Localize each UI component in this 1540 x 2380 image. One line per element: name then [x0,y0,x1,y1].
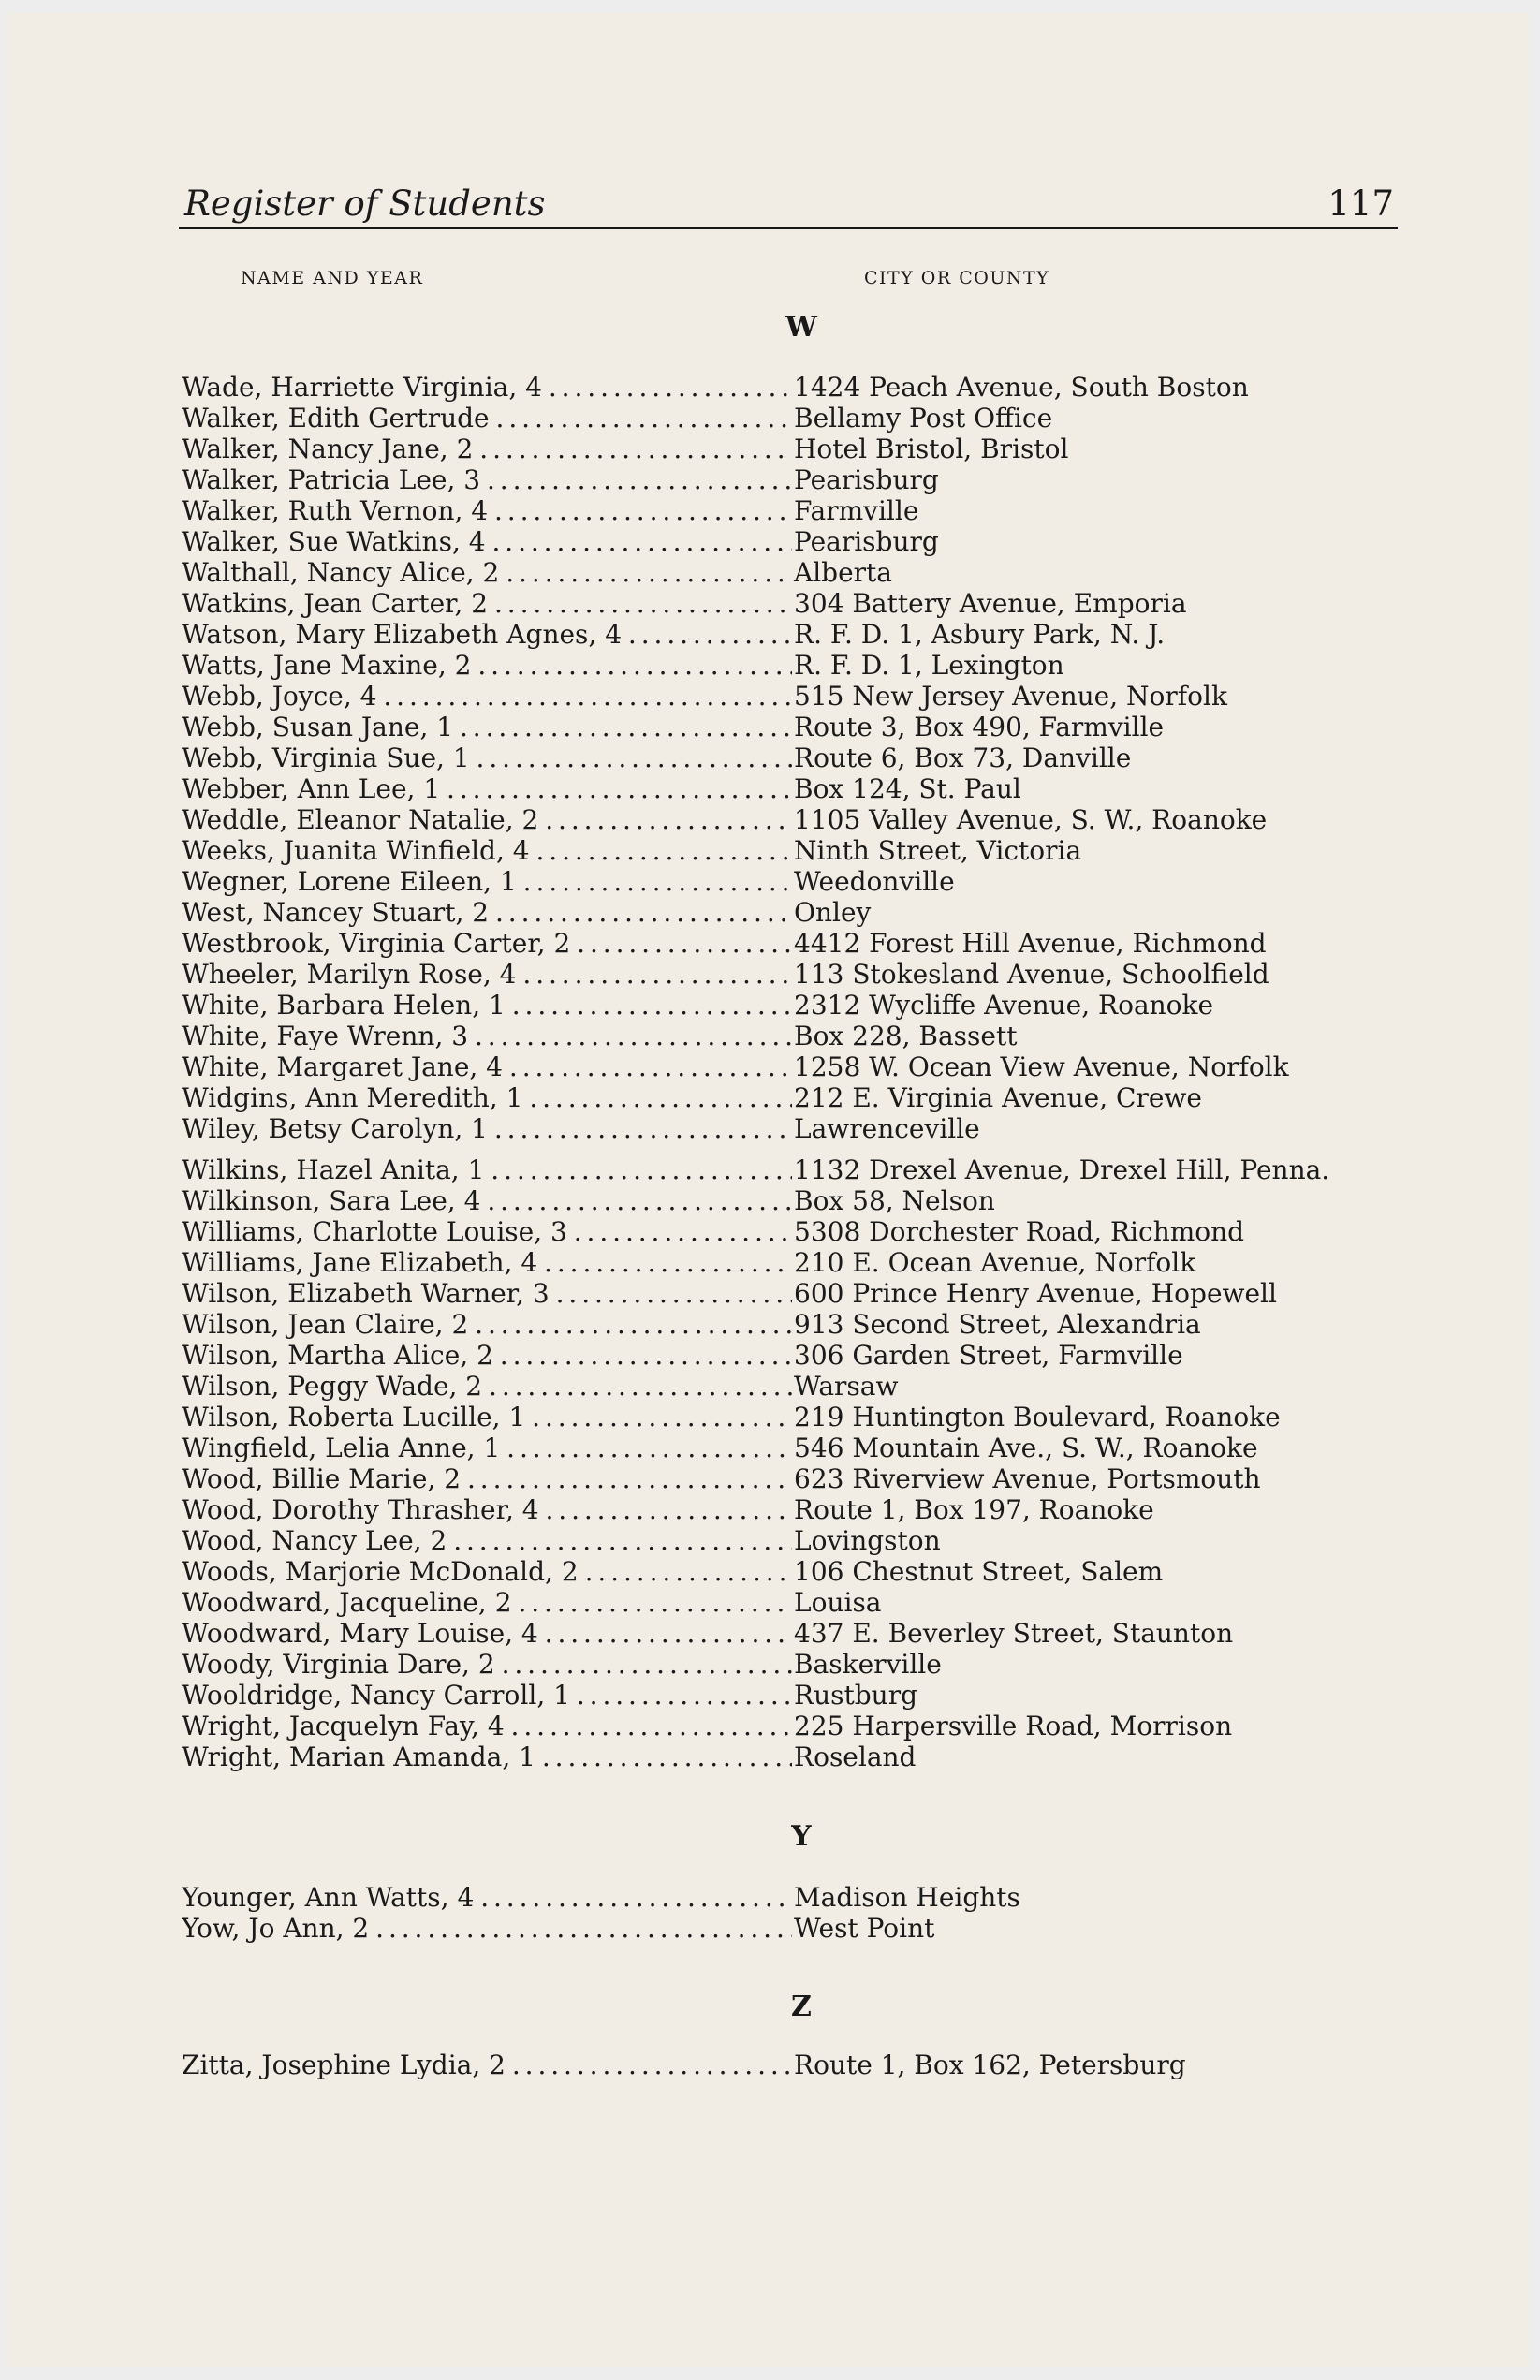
register-entry [182,464,1417,495]
register-entry [182,1525,1417,1556]
register-entry [182,1216,1417,1247]
register-entry [182,433,1417,464]
student-location: Madison Heights [794,1882,1020,1913]
entries-w-continued [182,1154,1417,1772]
student-name: Walker, Sue Watkins, 4 . . . [182,526,792,557]
student-location: 546 Mountain Ave., S. W., Roanoke [794,1432,1258,1463]
student-location: West Point [794,1913,935,1944]
student-name: Webb, Joyce, 4 . . . [182,681,792,712]
student-name: Zitta, Josephine Lydia, 2 . . . [182,2049,792,2080]
student-location: Pearisburg [794,526,939,557]
student-location: 219 Huntington Boulevard, Roanoke [794,1402,1281,1432]
student-location: Roseland [794,1741,917,1772]
register-entry [182,742,1417,773]
student-name: Wegner, Lorene Eileen, 1 . . . [182,866,792,897]
student-name: Woods, Marjorie McDonald, 2 . . . [182,1556,792,1587]
register-entry [182,526,1417,557]
student-location: 113 Stokesland Avenue, Schoolfield [794,959,1269,990]
column-header-name: NAME AND YEAR [241,268,424,288]
student-location: Pearisburg [794,464,939,495]
student-name: Wright, Jacquelyn Fay, 4 . . . [182,1711,792,1741]
student-name: Watkins, Jean Carter, 2 . . . [182,588,792,619]
student-location: Ninth Street, Victoria [794,835,1082,866]
register-entry [182,1618,1417,1649]
student-name: Wood, Billie Marie, 2 . . . [182,1463,792,1494]
student-location: 5308 Dorchester Road, Richmond [794,1216,1245,1247]
column-header-place: CITY OR COUNTY [864,268,1050,288]
register-entry [182,773,1417,804]
student-name: Wood, Dorothy Thrasher, 4 . . . [182,1494,792,1525]
student-location: 212 E. Virginia Avenue, Crewe [794,1082,1202,1113]
student-location: Box 58, Nelson [794,1185,995,1216]
register-entry [182,588,1417,619]
register-entry [182,1556,1417,1587]
student-name: Wilson, Peggy Wade, 2 . . . [182,1371,792,1402]
student-location: R. F. D. 1, Asbury Park, N. J. [794,619,1166,650]
register-entry [182,1154,1417,1185]
register-entry [182,712,1417,742]
header-title: Register of Students [184,184,546,224]
register-entry [182,1649,1417,1680]
register-entry [182,990,1417,1021]
register-entry [182,1051,1417,1082]
student-location: Box 124, St. Paul [794,773,1021,804]
student-location: 913 Second Street, Alexandria [794,1309,1201,1340]
student-location: Warsaw [794,1371,899,1402]
student-location: 2312 Wycliffe Avenue, Roanoke [794,990,1214,1021]
student-location: Louisa [794,1587,882,1618]
student-name: Wilson, Roberta Lucille, 1 . . . [182,1402,792,1432]
student-location: Box 228, Bassett [794,1021,1018,1051]
student-name: Williams, Charlotte Louise, 3 . . . [182,1216,792,1247]
student-location: Route 1, Box 197, Roanoke [794,1494,1154,1525]
register-entry [182,557,1417,588]
student-name: Williams, Jane Elizabeth, 4 . . . [182,1247,792,1278]
register-entry [182,1680,1417,1711]
student-name: Younger, Ann Watts, 4 . . . [182,1882,792,1913]
student-name: Wooldridge, Nancy Carroll, 1 . . . [182,1680,792,1711]
student-location: Farmville [794,495,919,526]
student-location: Weedonville [794,866,955,897]
student-name: Weeks, Juanita Winfield, 4 . . . [182,835,792,866]
register-entry [182,959,1417,990]
register-entry [182,495,1417,526]
student-name: White, Barbara Helen, 1 . . . [182,990,792,1021]
student-location: Baskerville [794,1649,942,1680]
student-location: 437 E. Beverley Street, Staunton [794,1618,1234,1649]
entries-w [182,372,1417,1144]
register-entry [182,1913,1417,1944]
student-location: 515 New Jersey Avenue, Norfolk [794,681,1227,712]
student-location: Lawrenceville [794,1113,980,1144]
register-entry [182,866,1417,897]
register-entry [182,1587,1417,1618]
student-name: Wheeler, Marilyn Rose, 4 . . . [182,959,792,990]
register-entry [182,1463,1417,1494]
student-name: Wilson, Martha Alice, 2 . . . [182,1340,792,1371]
student-location: Rustburg [794,1680,918,1711]
student-location: 1105 Valley Avenue, S. W., Roanoke [794,804,1268,835]
student-location: 225 Harpersville Road, Morrison [794,1711,1233,1741]
register-entry [182,2049,1417,2080]
student-name: Woodward, Mary Louise, 4 . . . [182,1618,792,1649]
student-name: Woody, Virginia Dare, 2 . . . [182,1649,792,1680]
entries-z [182,2049,1417,2080]
student-name: Webb, Susan Jane, 1 . . . [182,712,792,742]
student-name: West, Nancey Stuart, 2 . . . [182,897,792,928]
section-letter-z: Z [791,1991,812,2023]
student-name: Watson, Mary Elizabeth Agnes, 4 . . . [182,619,792,650]
student-name: White, Margaret Jane, 4 . . . [182,1051,792,1082]
register-entry [182,1371,1417,1402]
student-location: Route 1, Box 162, Petersburg [794,2049,1186,2080]
student-name: Wilson, Elizabeth Warner, 3 . . . [182,1278,792,1309]
register-entry [182,1432,1417,1463]
register-entry [182,804,1417,835]
register-entry [182,403,1417,433]
student-name: Walker, Edith Gertrude . . . [182,403,792,433]
student-location: Hotel Bristol, Bristol [794,433,1069,464]
register-page [7,13,1529,2367]
student-name: Wingfield, Lelia Anne, 1 . . . [182,1432,792,1463]
register-entry [182,897,1417,928]
student-name: Webber, Ann Lee, 1 . . . [182,773,792,804]
student-location: 1258 W. Ocean View Avenue, Norfolk [794,1051,1289,1082]
register-entry [182,1082,1417,1113]
register-entry [182,372,1417,403]
student-name: Westbrook, Virginia Carter, 2 . . . [182,928,792,959]
section-letter-y: Y [791,1820,812,1853]
section-letter-w: W [785,311,817,344]
student-location: 210 E. Ocean Avenue, Norfolk [794,1247,1196,1278]
student-location: Route 3, Box 490, Farmville [794,712,1165,742]
student-name: Wilson, Jean Claire, 2 . . . [182,1309,792,1340]
student-location: 306 Garden Street, Farmville [794,1340,1183,1371]
running-header [179,180,1398,229]
student-name: Weddle, Eleanor Natalie, 2 . . . [182,804,792,835]
student-location: 1132 Drexel Avenue, Drexel Hill, Penna. [794,1154,1330,1185]
student-location: 4412 Forest Hill Avenue, Richmond [794,928,1267,959]
student-location: 1424 Peach Avenue, South Boston [794,372,1249,403]
student-name: Watts, Jane Maxine, 2 . . . [182,650,792,681]
student-name: Walker, Ruth Vernon, 4 . . . [182,495,792,526]
register-entry [182,835,1417,866]
register-entry [182,1340,1417,1371]
student-location: Alberta [794,557,892,588]
student-name: Walker, Nancy Jane, 2 . . . [182,433,792,464]
student-name: Wright, Marian Amanda, 1 . . . [182,1741,792,1772]
register-entry [182,1402,1417,1432]
student-location: Bellamy Post Office [794,403,1053,433]
student-location: Onley [794,897,872,928]
student-name: Wiley, Betsy Carolyn, 1 . . . [182,1113,792,1144]
register-entry [182,1021,1417,1051]
register-entry [182,1185,1417,1216]
register-entry [182,619,1417,650]
page-number: 117 [1327,184,1394,224]
entries-y [182,1882,1417,1944]
student-name: Walker, Patricia Lee, 3 . . . [182,464,792,495]
register-entry [182,650,1417,681]
student-location: Route 6, Box 73, Danville [794,742,1132,773]
register-entry [182,1278,1417,1309]
student-location: 304 Battery Avenue, Emporia [794,588,1187,619]
register-entry [182,681,1417,712]
register-entry [182,1741,1417,1772]
register-entry [182,1711,1417,1741]
student-location: Lovingston [794,1525,941,1556]
student-location: 600 Prince Henry Avenue, Hopewell [794,1278,1277,1309]
student-name: Walthall, Nancy Alice, 2 . . . [182,557,792,588]
student-name: Yow, Jo Ann, 2 . . . [182,1913,792,1944]
student-name: Wood, Nancy Lee, 2 . . . [182,1525,792,1556]
student-name: Widgins, Ann Meredith, 1 . . . [182,1082,792,1113]
register-entry [182,1113,1417,1144]
student-name: Webb, Virginia Sue, 1 . . . [182,742,792,773]
register-entry [182,928,1417,959]
register-entry [182,1882,1417,1913]
register-entry [182,1494,1417,1525]
student-name: Woodward, Jacqueline, 2 . . . [182,1587,792,1618]
student-name: Wilkins, Hazel Anita, 1 . . . [182,1154,792,1185]
student-name: Wade, Harriette Virginia, 4 . . . [182,372,792,403]
student-location: 106 Chestnut Street, Salem [794,1556,1164,1587]
register-entry [182,1309,1417,1340]
student-name: Wilkinson, Sara Lee, 4 . . . [182,1185,792,1216]
register-entry [182,1247,1417,1278]
student-location: R. F. D. 1, Lexington [794,650,1064,681]
student-location: 623 Riverview Avenue, Portsmouth [794,1463,1261,1494]
student-name: White, Faye Wrenn, 3 . . . [182,1021,792,1051]
